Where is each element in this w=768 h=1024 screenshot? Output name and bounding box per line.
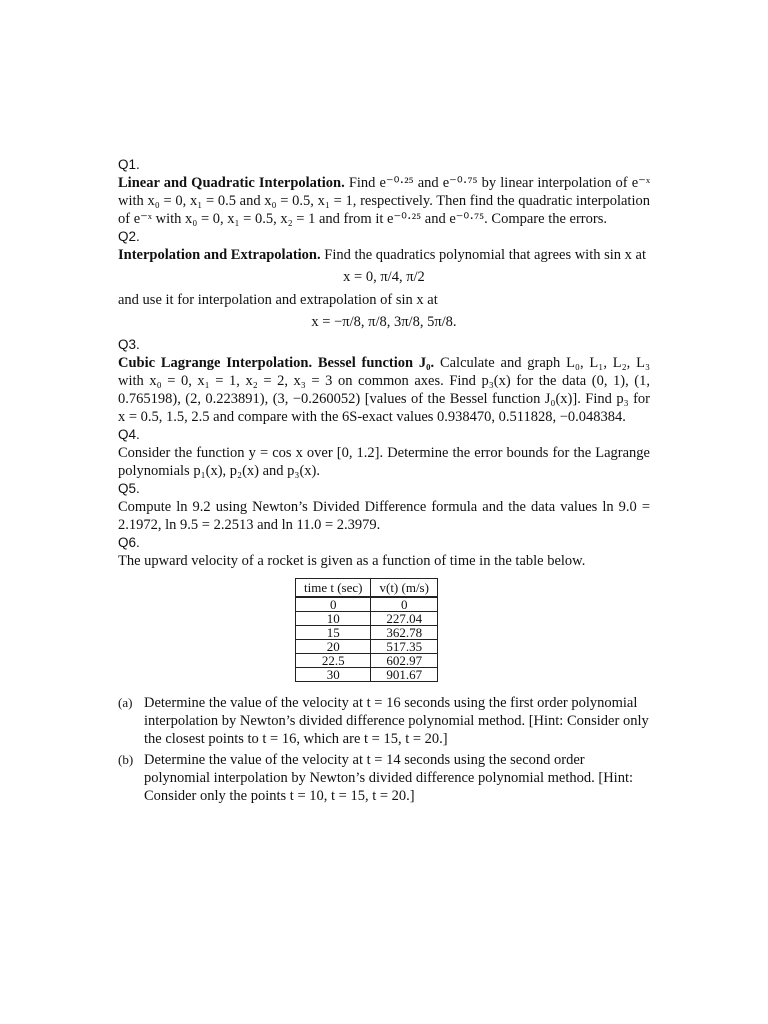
q3-title: Cubic Lagrange Interpolation. Bessel function J₀. <box>118 355 435 371</box>
q2-equation-2: x = −π/8, π/8, 3π/8, 5π/8. <box>311 314 457 330</box>
table-cell: 602.97 <box>371 654 437 668</box>
table-row <box>296 626 438 640</box>
table-cell: 901.67 <box>371 668 437 682</box>
q6-part-b-label: (b) <box>118 752 134 767</box>
velocity-table <box>295 578 438 682</box>
q2-body <box>118 246 650 264</box>
document-content <box>118 156 650 808</box>
q5-text: Compute ln 9.2 using Newton’s Divided Difference formula and the data values ln 9.0 = 2.1972, ln 9.5 = 2.2513 and ln 11.0 = 2.3979. <box>118 499 650 533</box>
q1-heading: Q1. <box>118 157 140 172</box>
q4-heading: Q4. <box>118 427 140 442</box>
table-cell: 227.04 <box>371 612 437 626</box>
q6-part-a-label: (a) <box>118 695 133 710</box>
table-row <box>296 597 438 612</box>
table-cell: 22.5 <box>296 654 371 668</box>
table-row <box>296 654 438 668</box>
q2-title: Interpolation and Extrapolation. <box>118 247 321 263</box>
q2-text-2: and use it for interpolation and extrapolation of sin x at <box>118 292 438 308</box>
q6-part-a-text: Determine the value of the velocity at t = 16 seconds using the first order polynomial interpolation by Newton’s divided difference polynomial method. [Hint: Consider only the closest points to t = 16, which are t = 15, t = 20.] <box>144 695 649 747</box>
q2-heading: Q2. <box>118 229 140 244</box>
q6-part-b <box>118 751 650 805</box>
table-row <box>296 612 438 626</box>
q6-parts <box>118 694 650 805</box>
q3-body <box>118 354 650 426</box>
table-cell: 15 <box>296 626 371 640</box>
q1-title: Linear and Quadratic Interpolation. <box>118 175 345 191</box>
table-header-velocity: v(t) (m/s) <box>371 579 437 598</box>
q6-text: The upward velocity of a rocket is given as a function of time in the table below. <box>118 553 586 569</box>
q3-heading: Q3. <box>118 337 140 352</box>
table-row <box>296 640 438 654</box>
q6-part-b-text: Determine the value of the velocity at t = 14 seconds using the second order polynomial interpolation by Newton’s divided difference polynomial method. [Hint: Consider only the points t = 10, t = 15, t = 20.] <box>144 752 634 804</box>
table-cell: 20 <box>296 640 371 654</box>
table-cell: 362.78 <box>371 626 437 640</box>
table-row <box>296 668 438 682</box>
q4-text: Consider the function y = cos x over [0, 1.2]. Determine the error bounds for the Lagrange polynomials p₁(x), p₂(x) and p₃(x). <box>118 445 650 479</box>
table-cell: 10 <box>296 612 371 626</box>
q6-heading: Q6. <box>118 535 140 550</box>
q6-part-a <box>118 694 650 748</box>
q2-equation-1: x = 0, π/4, π/2 <box>343 269 425 285</box>
table-cell: 0 <box>296 597 371 612</box>
table-cell: 30 <box>296 668 371 682</box>
q5-heading: Q5. <box>118 481 140 496</box>
table-cell: 0 <box>371 597 437 612</box>
q1-text: Find e⁻⁰·²⁵ and e⁻⁰·⁷⁵ by linear interpolation of e⁻ˣ with x₀ = 0, x₁ = 0.5 and x₀ = 0.5, x₁ = 1, respectively. Then find the quadratic interpolation of e⁻ˣ with x₀ = 0, x₁ = 0.5, x₂ = 1 and from it e⁻⁰·²⁵ and e⁻⁰·⁷⁵. Compare the errors. <box>118 175 651 227</box>
q2-text: Find the quadratics polynomial that agrees with sin x at <box>324 247 647 263</box>
table-header-time: time t (sec) <box>296 579 371 598</box>
q1-body <box>118 174 650 228</box>
q3-text: Calculate and graph L₀, L₁, L₂, L₃ with x₀ = 0, x₁ = 1, x₂ = 2, x₃ = 3 on common axes. Find p₃(x) for the data (0, 1), (1, 0.765198), (2, 0.223891), (3, −0.260052) [values of the Bessel function J₀(x)]. Find p₃ for x = 0.5, 1.5, 2.5 and compare with the 6S-exact values 0.938470, 0.511828, −0.048384. <box>118 355 650 425</box>
table-cell: 517.35 <box>371 640 437 654</box>
